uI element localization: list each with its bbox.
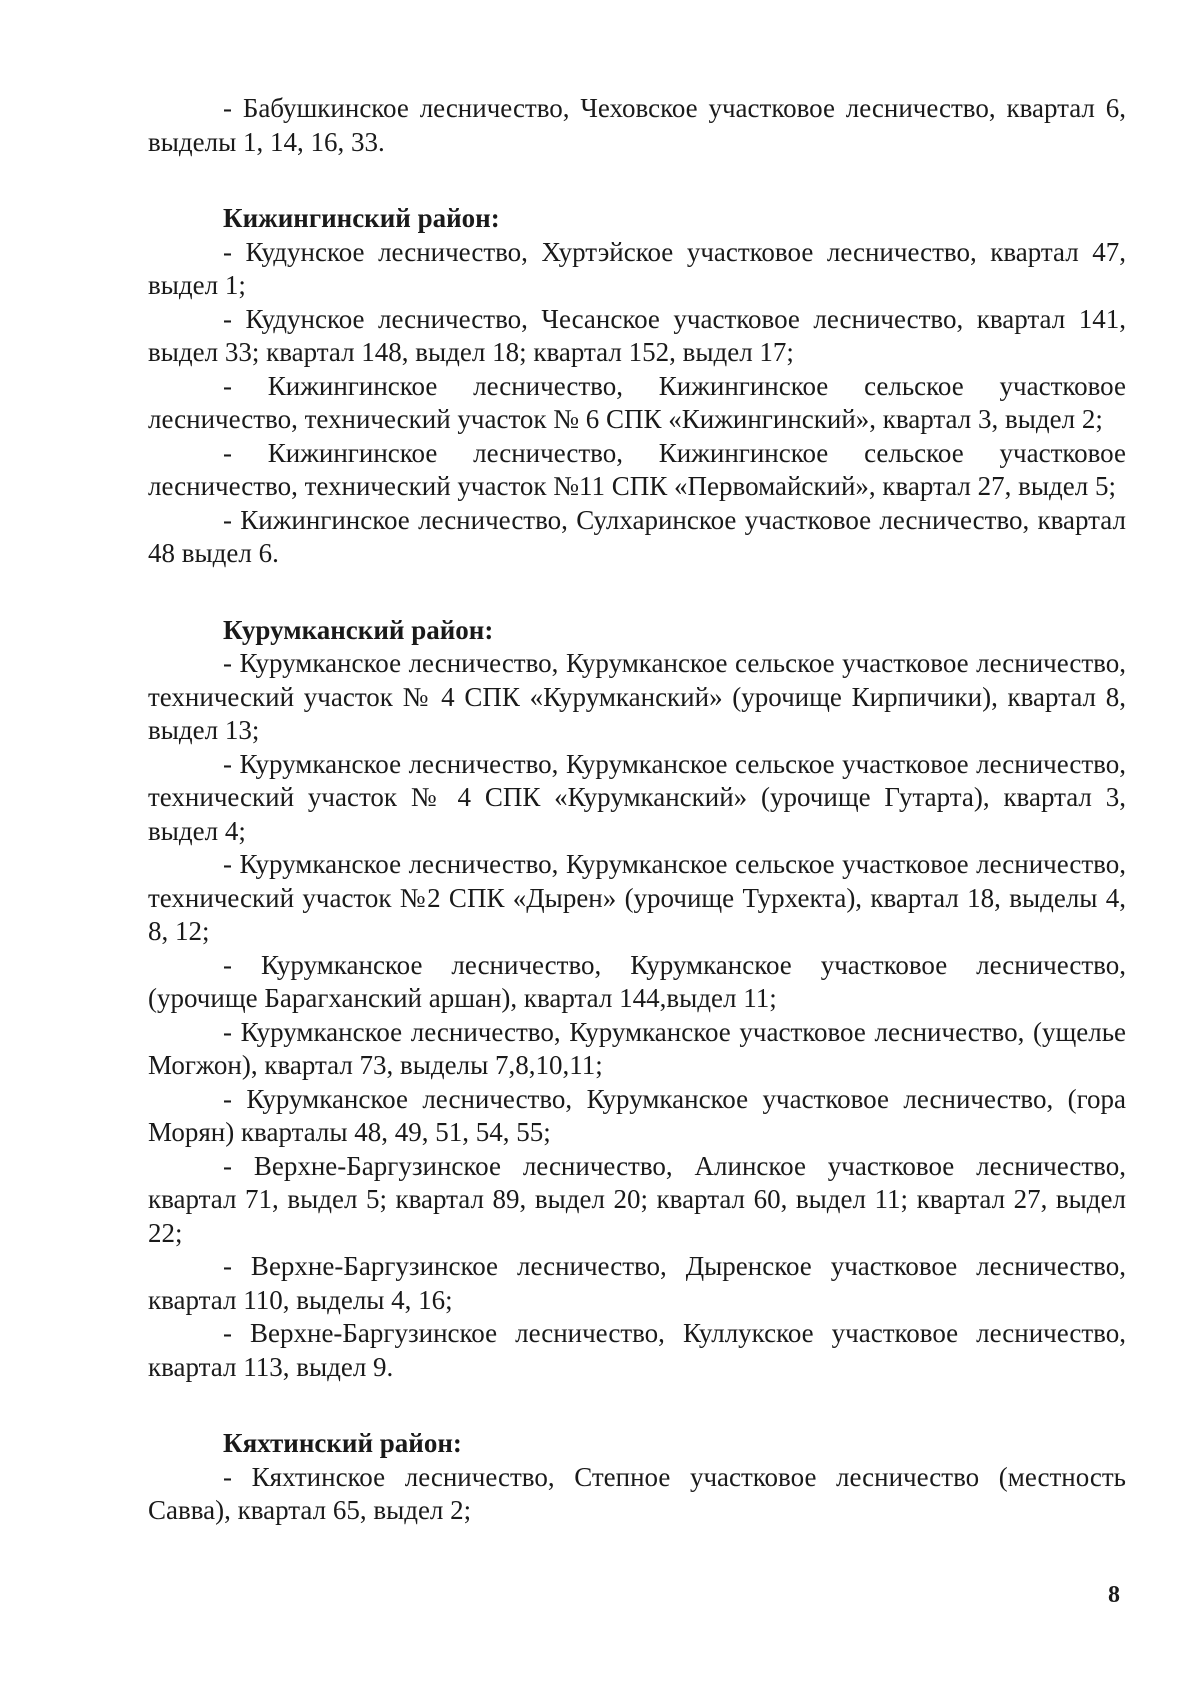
section-heading: Курумканский район: <box>223 614 494 645</box>
section-heading: Кяхтинский район: <box>223 1428 462 1458</box>
list-item: - Курумканское лесничество, Курумканское участковое лесничество, (урочище Барагханский аршан), квартал 144,выдел 11; <box>148 949 1126 1013</box>
section-kizhinginsky <box>148 202 1126 571</box>
list-item: - Кижингинское лесничество, Кижингинское сельское участковое лесничество, технический участок №11 СПК «Первомайский», квартал 27, выдел 5; <box>148 437 1126 501</box>
list-item: - Курумканское лесничество, Курумканское сельское участковое лесничество, технический участок №2 СПК «Дырен» (урочище Турхекта), квартал 18, выделы 4, 8, 12; <box>148 849 1126 946</box>
list-item: - Кяхтинское лесничество, Степное участковое лесничество (местность Савва), квартал 65, выдел 2; <box>148 1461 1126 1525</box>
list-item: - Курумканское лесничество, Курумканское сельское участковое лесничество, технический участок № 4 СПК «Курумканский» (урочище Кирпичики), квартал 8, выдел 13; <box>148 648 1126 745</box>
list-item: - Верхне-Баргузинское лесничество, Алинское участковое лесничество, квартал 71, выдел 5; квартал 89, выдел 20; квартал 60, выдел 11; квартал 27, выдел 22; <box>148 1150 1126 1248</box>
section-kurumkansky <box>148 614 1126 1385</box>
section-gap <box>148 1384 1126 1427</box>
list-item: - Кижингинское лесничество, Кижингинское сельское участковое лесничество, технический участок № 6 СПК «Кижингинский», квартал 3, выдел 2; <box>148 370 1126 434</box>
list-item: - Верхне-Баргузинское лесничество, Куллукское участковое лесничество, квартал 113, выдел 9. <box>148 1318 1126 1382</box>
section-kyakhtinsky <box>148 1427 1126 1528</box>
intro-paragraph: - Бабушкинское лесничество, Чеховское участковое лесничество, квартал 6, выделы 1, 14, 16, 33. <box>148 93 1126 157</box>
list-item: - Курумканское лесничество, Курумканское сельское участковое лесничество, технический участок № 4 СПК «Курумканский» (урочище Гутарта), квартал 3, выдел 4; <box>148 748 1126 846</box>
list-item: - Кудунское лесничество, Чесанское участковое лесничество, квартал 141, выдел 33; квартал 148, выдел 18; квартал 152, выдел 17; <box>148 303 1126 367</box>
list-item: - Кудунское лесничество, Хуртэйское участковое лесничество, квартал 47, выдел 1; <box>148 236 1126 300</box>
section-gap <box>148 571 1126 614</box>
section-heading: Кижингинский район: <box>223 203 500 233</box>
list-item: - Верхне-Баргузинское лесничество, Дыренское участковое лесничество, квартал 110, выделы 4, 16; <box>148 1251 1126 1315</box>
page-number: 8 <box>1108 1582 1120 1608</box>
list-item: - Кижингинское лесничество, Сулхаринское участковое лесничество, квартал 48 выдел 6. <box>148 504 1126 568</box>
document-page <box>148 92 1126 1528</box>
list-item: - Курумканское лесничество, Курумканское участковое лесничество, (ущелье Могжон), квартал 73, выделы 7,8,10,11; <box>148 1016 1126 1080</box>
section-gap <box>148 159 1126 202</box>
list-item: - Курумканское лесничество, Курумканское участковое лесничество, (гора Морян) кварталы 48, 49, 51, 54, 55; <box>148 1083 1126 1147</box>
